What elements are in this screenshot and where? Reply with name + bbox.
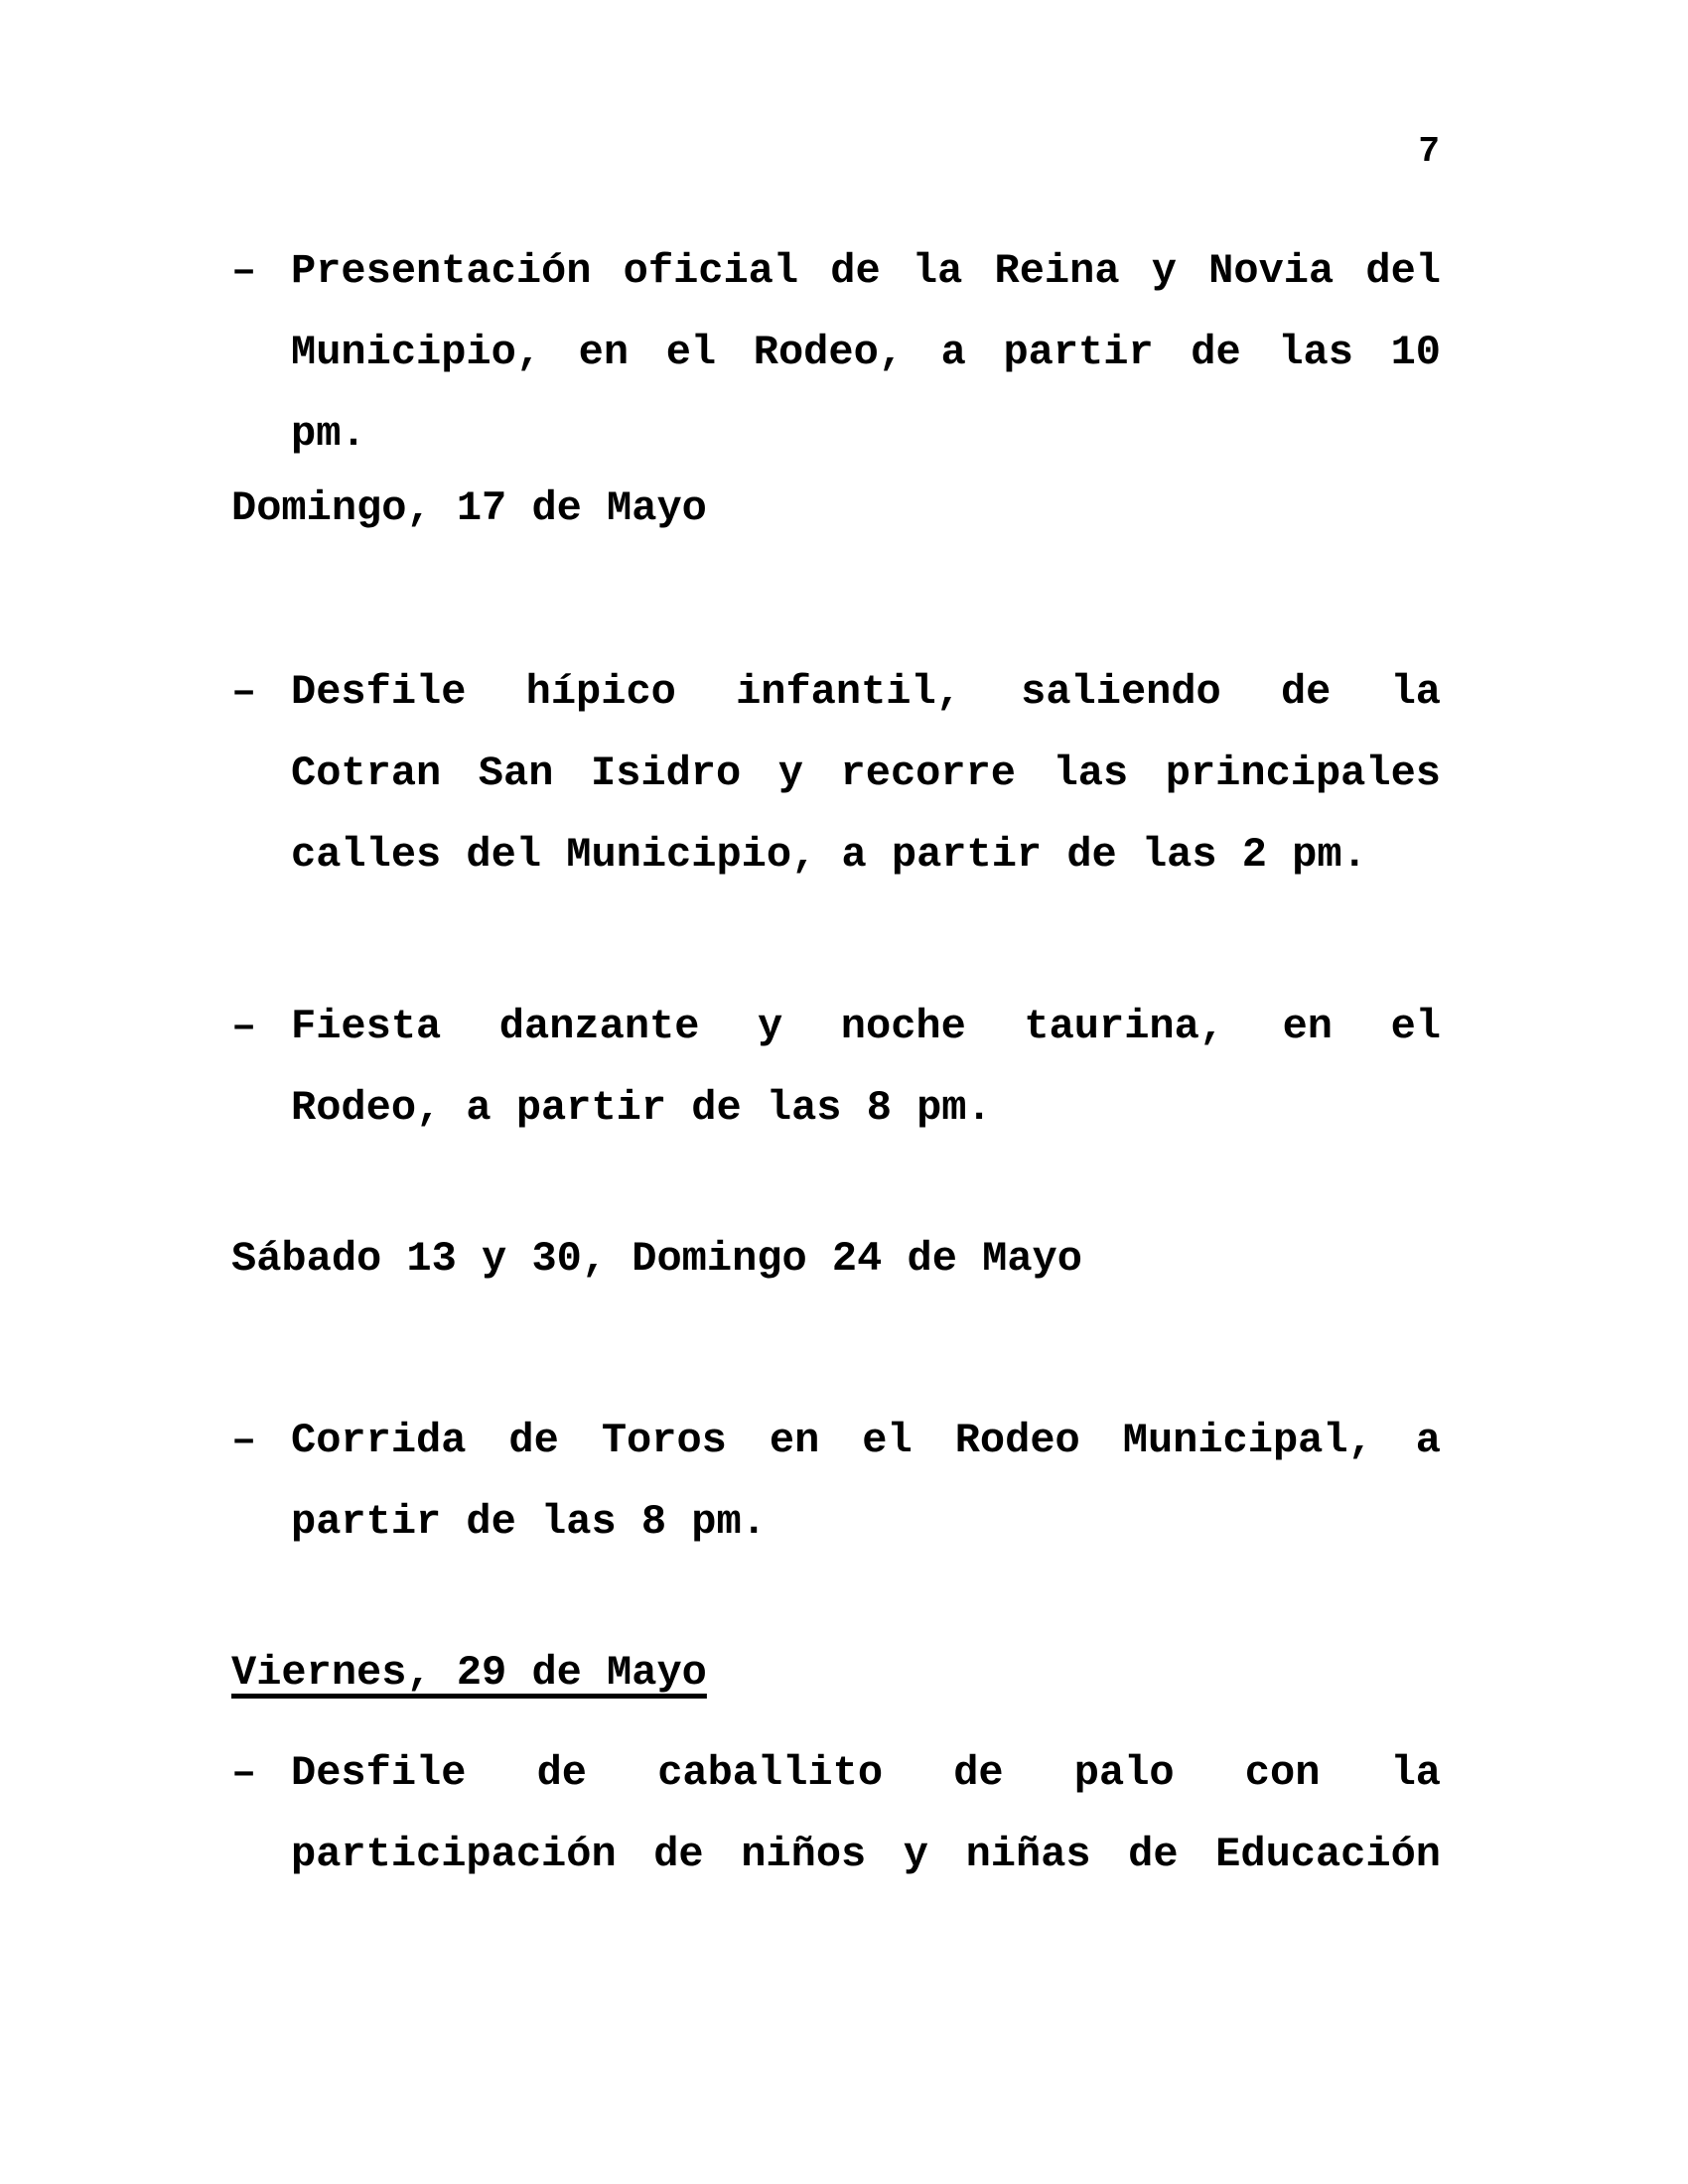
bullet-fiesta-danzante: – Fiesta danzante y noche taurina, en el Rodeo, a partir de las 8 pm. <box>231 986 1441 1149</box>
page-number: 7 <box>1418 131 1440 172</box>
bullet-caballito-palo: – Desfile de caballito de palo con la participación de niños y niñas de Educación <box>231 1732 1441 1895</box>
dash-marker: – <box>231 1003 257 1050</box>
heading-viernes-29: Viernes, 29 de Mayo <box>231 1649 707 1697</box>
dash-marker: – <box>231 668 257 716</box>
bullet-presentacion-reina: – Presentación oficial de la Reina y Novia del Municipio, en el Rodeo, a partir de las 10 pm. <box>231 230 1441 475</box>
dash-marker: – <box>231 247 257 295</box>
heading-domingo-17: Domingo, 17 de Mayo <box>231 484 707 532</box>
bullet-corrida-toros: – Corrida de Toros en el Rodeo Municipal, a partir de las 8 pm. <box>231 1400 1441 1563</box>
heading-sabado-domingo: Sábado 13 y 30, Domingo 24 de Mayo <box>231 1235 1082 1283</box>
bullet-desfile-hipico: – Desfile hípico infantil, saliendo de la Cotran San Isidro y recorre las principales calles del Municipio, a partir de las 2 pm. <box>231 651 1441 895</box>
dash-marker: – <box>231 1417 257 1464</box>
dash-marker: – <box>231 1749 257 1797</box>
